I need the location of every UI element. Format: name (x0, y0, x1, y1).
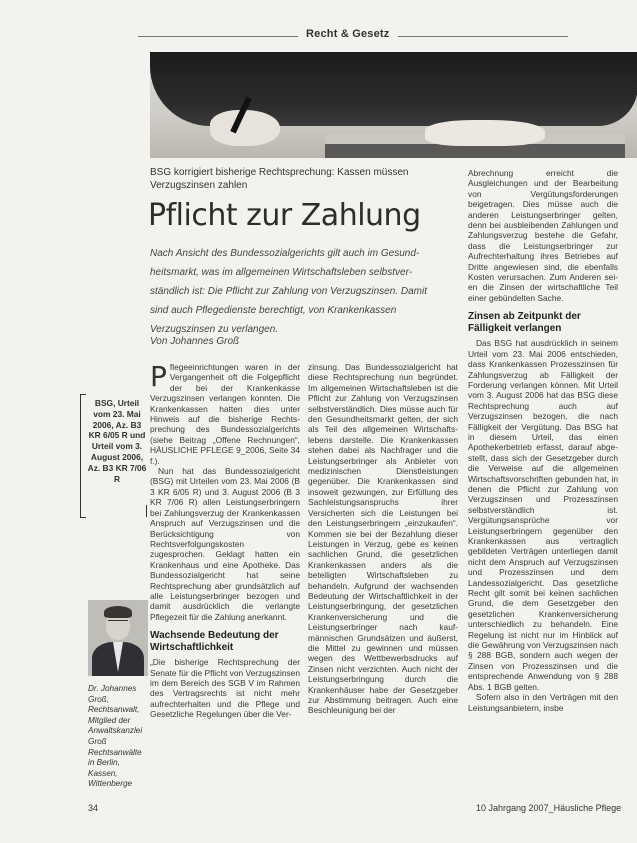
header-rule-right (398, 36, 568, 37)
header-rule-left (138, 36, 298, 37)
article-title: Pflicht zur Zahlung (148, 198, 421, 233)
author-caption: Dr. Johannes Groß, Rechtsanwalt, Mitglied der Anwaltskanzlei Groß Rechtsanwälte in Berlin, Kassen, Wittenberge (88, 684, 143, 789)
article-kicker: BSG korrigiert bisherige Rechtsprechung: Kassen müssen Verzugszinsen zahlen (150, 167, 409, 191)
author-portrait (88, 600, 148, 676)
drop-cap: P (150, 362, 167, 393)
paragraph: Sofern also in den Verträgen mit den Leistungsanbietern, insbe (468, 692, 618, 713)
citation-frame-left (80, 394, 81, 518)
photo-hand-left (210, 110, 280, 146)
paragraph: „Die bisherige Rechtsprechung der Senate für die Pflicht von Verzugszinsen im dem Bereich des SGB V im Rahmen des Vertragsrechts ist nicht mehr aufrechterhalten und die Pflege und Gesetzliche Regelungen über die Ver- (150, 657, 300, 720)
header-photo (150, 52, 637, 158)
paragraph: zinsung. Das Bundessozialgericht hat diese Rechtsprechung nun begründet. Im allgemeinen Wirtschaftsleben ist die Pflicht zur Zahlung von Verzugszinsen selbstverständlich. Dies müsse auch für den Gesundheitsmarkt gelten, der sich als Teil des allgemeinen Wirtschaftslebens darstelle. Die Krankenkassen stehen dabei als Nachfrager und die Leistungserbringer als Anbieter von medizinischen Dienstleistungen gegenüber. Die Krankenkassen sind insoweit gezwungen, zur Erfüllung des Sachleistungsanspruchs ihrer Versicherten sich die Leistungen bei den Leistungserbringern „einzukaufen“. Kommen sie bei der Bezahlung dieser Leistungen in Verzug, gebe es keinen sachlichen Grund, die gesetzlichen Krankenkassen anders als die beteiligten Wirtschaftsleben zu behandeln. Aufgrund der wachsenden Bedeutung der Wirtschaftlichkeit in der Leistungserbringung, der gesetzlichen Krankenversicherung und die Leistungserbringer nach kaufmännischen Grundsätzen und äußerst, die Mittel zu gewinnen und müssen wegen des Wettbewerbsdrucks auf Zinsen nicht verzichten. Auch nicht der Leistungserbringung durch die Krankenhäuser habe der Gesetzgeber zur Abstimmung beitragen. Auch eine Beschleunigung bei der (308, 362, 458, 716)
article-lead: Nach Ansicht des Bundessozialgerichts gilt auch im Gesundheitsmarkt, was im allgemeinen Wirtschaftsleben selbstverständlich ist: Die Pflicht zur Zahlung von Verzugszinsen. Damit sind auch Pflegedienste berechtigt, von Krankenkassen Verzugszinsen zu verlangen. (150, 248, 427, 335)
subheading: Wachsende Bedeutung der Wirtschaftlichkeit (150, 630, 279, 654)
paragraph: Nun hat das Bundessozialgericht (BSG) mit Urteilen vom 23. Mai 2006 (B 3 KR 6/05 R) und 3. August 2006 (B 3 KR 7/06 R) allen Leistungserbringern bei Zahlungsverzug der Krankenkassen Anspruch auf Verzugszinsen und die Berücksichtigung von Rechtsverfolgungskosten zugesprochen. Geklagt hatten ein Krankenhaus und eine Apotheke. Das Bundessozialgericht hat seine Rechtsprechung aber grundsätzlich auf alle Leistungserbringer bezogen und damit ausdrücklich die verlangte Pflegezeit für die Zahlung anerkannt. (150, 466, 300, 622)
photo-book (325, 144, 625, 158)
paragraph (150, 362, 300, 466)
paragraph-text: flegeeinrichtungen waren in der Vergangenheit oft die Folgepflicht der bei der Krankenkasse Verzugszinsen verlangen konnten. Die Krankenkassen hatten dies unter Hinweis auf die bisherige Rechtsprechung des Bundessozialgerichts (siehe Beitrag „Offene Rechnungen“, HÄUSLICHE PFLEGE 9_2006, Seite 34 f.). (150, 362, 300, 466)
portrait-glasses (108, 620, 128, 625)
subheading: Zinsen ab Zeitpunkt der Fälligkeit verlangen (468, 311, 581, 335)
citation-box: BSG, Urteil vom 23. Mai 2006, Az. B3 KR 6/05 R und Urteil vom 3. August 2006, Az. B3 KR 7/06 R (87, 398, 147, 484)
paragraph: Das BSG hat ausdrücklich in seinem Urteil vom 23. Mai 2006 entschieden, dass Krankenkassen Prozesszinsen für Zahlungsverzug ab Fälligkeit der Forderung verlangen können. Mit Urteil vom 3. August 2006 hat das BSG diese Rechtsprechung auch auf Verzugszinsen bezogen, die nach Fälligkeit der Vergütung. Das BSG hat in diesem Urteil, das einen Apothekerbetrieb erfasst, darauf abgestellt, dass sich der Gesetzgeber durch die Verweise auf die allgemeinen Wirtschaftsvorschriften gebunden hat, in denen die Pflicht zur Zahlung von Verzugszinsen und Prozesszinsen selbstverständlich ist. Vergütungsansprüche vor Leistungserbringern gegenüber den Krankenkassen aus vertraglich gebildeten Verträgen unterliegen damit nicht dem Anspruch auf Verzugszinsen und Prozesszinsen und dem Landessozialgericht. Das gesetzliche Recht gilt somit bei keinen sachlichen Grund, die dem Gesetzgeber den gesetzlichen Krankenversicherung unterschiedlich zu behandeln. Eine Regelung ist nicht nur im Hinblick auf die Gewährung von Verzugszinsen nach § 288 BGB, sondern auch wegen der Zinsen von Prozesszinsen und die entsprechende Anwendung von § 288 Abs. 1 BGB gelten. (468, 338, 618, 692)
text-column-2 (308, 362, 458, 810)
paragraph: Abrechnung erreicht die Ausgleichungen und der Bearbeitung von Vergütungsforderungen beigetragen. Dies müsse auch die anderen Leistungserbringer gelten, denn bei ausbleibenden Zahlungen und Zahlungsverzug bestehe die Gefahr, dass die Leistungserbringer zur Aufrechterhaltung ihres Betriebes auf Dritte angewiesen sind, die ebenfalls Kosten verursachen. Zum Anderen seien die Zinsen der wirtschaftliche Teil einer gebündelten Sache. (468, 168, 618, 303)
page-number: 34 (88, 803, 99, 813)
article-author: Von Johannes Groß (150, 336, 240, 347)
text-column-1 (150, 362, 300, 810)
portrait-hair (104, 606, 132, 618)
citation-frame-bottom (80, 517, 86, 518)
publication-footer: 10 Jahrgang 2007_Häusliche Pflege (476, 803, 622, 813)
section-label: Recht & Gesetz (306, 28, 390, 40)
text-column-3 (468, 168, 618, 810)
photo-hand-right (425, 120, 545, 146)
